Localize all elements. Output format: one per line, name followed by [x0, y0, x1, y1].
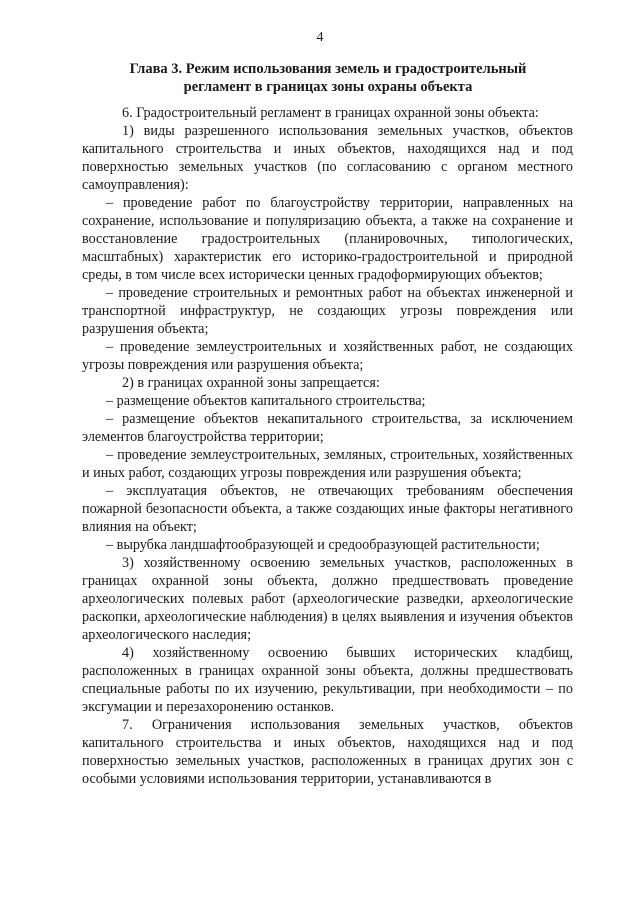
document-body — [82, 104, 573, 788]
chapter-heading-line-2: регламент в границах зоны охраны объекта — [183, 79, 473, 95]
paragraph-archaeological-works: 3) хозяйственному освоению земельных участков, расположенных в границах охранной зоны объекта, должно предшествовать проведение археологических полевых работ (археологические разведки, археологические раскопки, археологические наблюдения) в целях выявления и изучения объектов археологического наследия; — [82, 555, 573, 643]
chapter-heading — [80, 60, 576, 96]
list-item-landscaping-works: – проведение работ по благоустройству территории, направленных на сохранение, использование и популяризацию объекта, а также на сохранение и восстановление градостроительных (планировочных, типологических, масштабных) характеристик его историко-градостроительной и природной среды, в том числе всех исторически ценных градоформирующих объектов; — [82, 195, 573, 283]
page-number: 4 — [316, 30, 324, 45]
paragraph-historic-cemeteries: 4) хозяйственному освоению бывших исторических кладбищ, расположенных в границах охранной зоны объекта, должны предшествовать специальные работы по их изучению, рекультивации, при необходимости – по эксгумации и перезахоронению останков. — [82, 645, 573, 715]
list-item-fire-safety: – эксплуатация объектов, не отвечающих требованиям обеспечения пожарной безопасности объекта, а также создающих иные факторы негативного влияния на объект; — [82, 483, 573, 535]
list-item-land-works: – проведение землеустроительных и хозяйственных работ, не создающих угрозы повреждения или разрушения объекта; — [82, 339, 573, 373]
paragraph-restrictions: 7. Ограничения использования земельных участков, объектов капитального строительства и иных объектов, находящихся над и под поверхностью земельных участков, расположенных в границах других зон с особыми условиями использования территории, устанавливаются в — [82, 717, 573, 787]
list-item-tree-felling: – вырубка ландшафтообразующей и средообразующей растительности; — [106, 537, 540, 553]
list-item-infrastructure-works: – проведение строительных и ремонтных работ на объектах инженерной и транспортной инфраструктур, не создающих угрозы повреждения или разрушения объекта; — [82, 285, 573, 337]
chapter-heading-line-1: Глава 3. Режим использования земель и градостроительный — [129, 61, 527, 77]
paragraph-permitted-uses: 1) виды разрешенного использования земельных участков, объектов капитального строительства и иных объектов, находящихся над и под поверхностью земельных участков (по согласованию с органом местного самоуправления): — [82, 123, 573, 193]
list-item-earthworks: – проведение землеустроительных, земляных, строительных, хозяйственных и иных работ, создающих угрозы повреждения или разрушения объекта; — [82, 447, 573, 481]
list-item-capital-construction: – размещение объектов капитального строительства; — [106, 393, 426, 409]
paragraph-regulation-intro: 6. Градостроительный регламент в границах охранной зоны объекта: — [122, 105, 539, 121]
paragraph-prohibitions: 2) в границах охранной зоны запрещается: — [122, 375, 380, 391]
list-item-non-capital-construction: – размещение объектов некапитального строительства, за исключением элементов благоустройства территории; — [82, 411, 573, 445]
